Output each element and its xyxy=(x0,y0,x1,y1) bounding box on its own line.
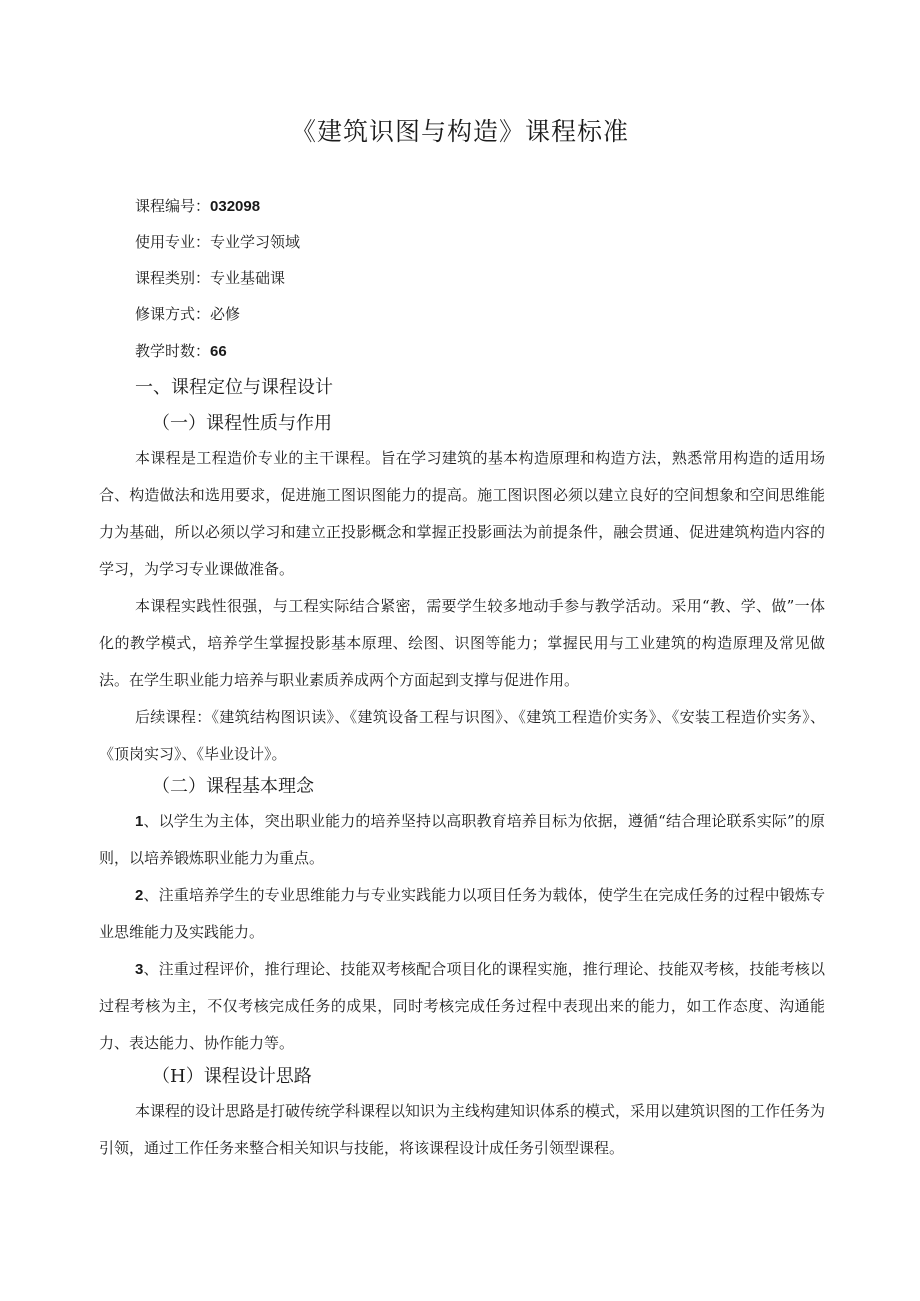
meta-value: 032098 xyxy=(210,198,261,215)
meta-label: 修课方式： xyxy=(135,305,211,323)
list-item xyxy=(99,951,825,1062)
meta-study-mode xyxy=(135,303,240,324)
meta-value: 专业基础课 xyxy=(210,269,286,287)
meta-category xyxy=(135,267,285,288)
section-heading: 一、课程定位与课程设计 xyxy=(135,377,333,398)
item-number: 2 xyxy=(135,887,144,904)
item-text: 、注重培养学生的专业思维能力与专业实践能力以项目任务为载体，使学生在完成任务的过程中锻炼专业思维能力及实践能力。 xyxy=(99,886,825,941)
item-text: 、注重过程评价，推行理论、技能双考核配合项目化的课程实施，推行理论、技能双考核，技能考核以过程考核为主，不仅考核完成任务的成果，同时考核完成任务过程中表现出来的能力，如工作态度、沟通能力、表达能力、协作能力等。 xyxy=(99,960,825,1052)
subsection-heading: （二）课程基本理念 xyxy=(152,776,314,797)
meta-value: 必修 xyxy=(210,305,241,323)
item-number: 3 xyxy=(135,961,144,978)
meta-label: 使用专业： xyxy=(135,233,211,251)
list-item xyxy=(99,877,825,951)
meta-value: 66 xyxy=(210,343,227,360)
meta-label: 教学时数： xyxy=(135,342,211,360)
item-text: 、以学生为主体，突出职业能力的培养坚持以高职教育培养目标为依据，遵循“结合理论联系实际”的原则，以培养锻炼职业能力为重点。 xyxy=(99,812,825,867)
meta-hours xyxy=(135,340,227,361)
meta-major xyxy=(135,231,300,252)
paragraph: 本课程是工程造价专业的主干课程。旨在学习建筑的基本构造原理和构造方法，熟悉常用构造的适用场合、构造做法和选用要求，促进施工图识图能力的提高。施工图识图必须以建立良好的空间想象和空间思维能力为基础，所以必须以学习和建立正投影概念和掌握正投影画法为前提条件，融会贯通、促进建筑构造内容的学习，为学习专业课做准备。 xyxy=(99,449,825,578)
paragraph: 本课程实践性很强，与工程实际结合紧密，需要学生较多地动手参与教学活动。采用“教、学、做”一体化的教学模式，培养学生掌握投影基本原理、绘图、识图等能力；掌握民用与工业建筑的构造原理及常见做法。在学生职业能力培养与职业素质养成两个方面起到支撑与促进作用。 xyxy=(99,597,825,689)
meta-value: 专业学习领域 xyxy=(210,233,301,251)
document-title: 《建筑识图与构造》课程标准 xyxy=(290,117,629,146)
subsection-heading: （一）课程性质与作用 xyxy=(152,413,332,434)
paragraph: 后续课程：《建筑结构图识读》、《建筑设备工程与识图》、《建筑工程造价实务》、《安装工程造价实务》、《顶岗实习》、《毕业设计》。 xyxy=(99,708,825,763)
meta-label: 课程类别： xyxy=(135,269,211,287)
list-item xyxy=(99,803,825,877)
meta-course-code xyxy=(135,195,260,216)
subsection-heading: （H）课程设计思路 xyxy=(152,1066,312,1087)
item-number: 1 xyxy=(135,813,144,830)
paragraph: 本课程的设计思路是打破传统学科课程以知识为主线构建知识体系的模式，采用以建筑识图的工作任务为引领，通过工作任务来整合相关知识与技能，将该课程设计成任务引领型课程。 xyxy=(99,1102,826,1157)
meta-label: 课程编号： xyxy=(135,197,211,215)
